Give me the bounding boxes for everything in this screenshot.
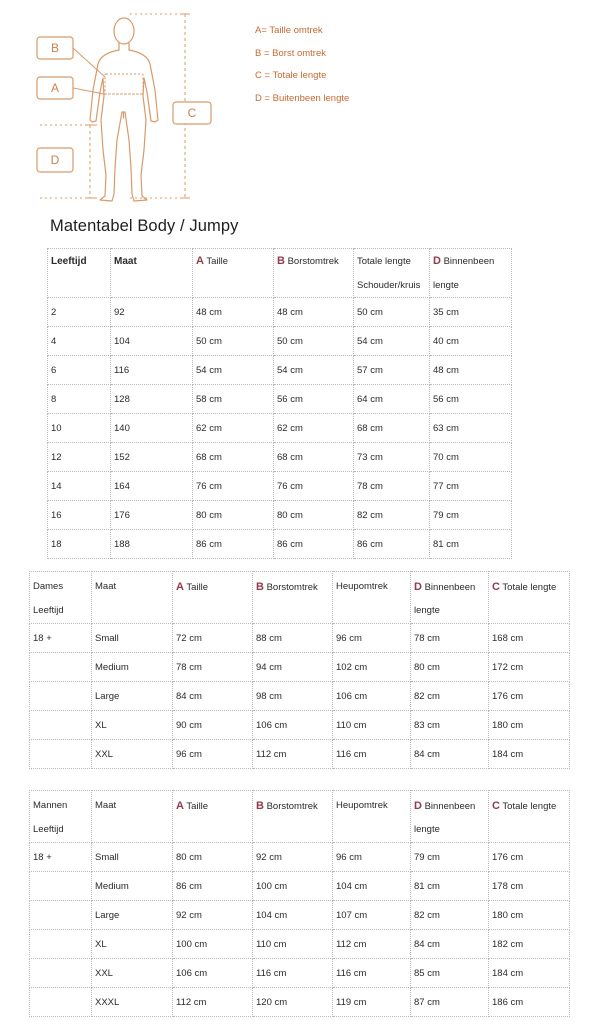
marker-d: D: [50, 153, 60, 167]
marker-b: B: [50, 41, 59, 55]
table-cell: 6: [48, 356, 111, 385]
measure-letter: B: [277, 255, 285, 267]
table-row: [30, 901, 570, 930]
table-cell: 92 cm: [253, 843, 333, 872]
header-text: Binnenbeen: [424, 801, 476, 812]
header-totale-lengte: [489, 791, 570, 843]
header-text: Maat: [95, 581, 117, 592]
legend-item-d: D = Buitenbeen lengte: [255, 92, 350, 104]
measure-letter: D: [433, 255, 441, 267]
table-cell: 112 cm: [173, 988, 253, 1017]
table-cell: 116: [111, 356, 193, 385]
header-taille: [173, 572, 253, 624]
table-cell: 40 cm: [430, 327, 512, 356]
table-cell: Small: [92, 843, 173, 872]
table-cell: 110 cm: [253, 930, 333, 959]
header-text: [414, 575, 488, 599]
table-cell: 12: [48, 443, 111, 472]
table-header-row: [48, 249, 512, 298]
table-cell: 152: [111, 443, 193, 472]
table-cell: 86 cm: [193, 530, 274, 559]
table-cell: 188: [111, 530, 193, 559]
header-text: Totale lengte: [502, 801, 557, 812]
table-row: [30, 872, 570, 901]
table-cell: 106 cm: [173, 959, 253, 988]
measure-letter: A: [176, 581, 184, 593]
table-cell: 35 cm: [430, 298, 512, 327]
header-borstomtrek: [253, 572, 333, 624]
table-cell: 104: [111, 327, 193, 356]
table-cell: XXXL: [92, 988, 173, 1017]
table-cell: 18: [48, 530, 111, 559]
table-cell: 48 cm: [274, 298, 354, 327]
table-cell: 80 cm: [193, 501, 274, 530]
table-cell: 82 cm: [411, 682, 489, 711]
table-cell: 102 cm: [333, 653, 411, 682]
header-heupomtrek: [333, 572, 411, 624]
header-heupomtrek: [333, 791, 411, 843]
table-row: [48, 298, 512, 327]
table-cell: 180 cm: [489, 901, 570, 930]
table-cell: 104 cm: [333, 872, 411, 901]
page-title: Matentabel Body / Jumpy: [50, 217, 239, 235]
header-text: Schouder/kruis: [357, 280, 421, 291]
header-text: lengte: [414, 824, 440, 835]
measurement-figure: [0, 0, 593, 215]
table-cell: 78 cm: [173, 653, 253, 682]
table-cell: 78 cm: [354, 472, 430, 501]
table-header-row: [30, 791, 570, 843]
table-cell: 176: [111, 501, 193, 530]
table-cell: 64 cm: [354, 385, 430, 414]
header-text: Binnenbeen: [443, 256, 495, 267]
header-text: [433, 249, 511, 273]
table-cell: 54 cm: [274, 356, 354, 385]
table-row: [48, 327, 512, 356]
table-cell: 120 cm: [253, 988, 333, 1017]
table-row: [48, 501, 512, 530]
measure-letter: C: [492, 800, 500, 812]
header-binnenbeen: [411, 791, 489, 843]
header-text: Dames: [33, 581, 64, 592]
table-cell: 180 cm: [489, 711, 570, 740]
header-text: Borstomtrek: [287, 256, 339, 267]
table-row: [30, 959, 570, 988]
table-cell: 184 cm: [489, 959, 570, 988]
table-cell: 10: [48, 414, 111, 443]
table-cell: 182 cm: [489, 930, 570, 959]
header-text: Borstomtrek: [266, 801, 318, 812]
table-header-row: [30, 572, 570, 624]
table-cell: 106 cm: [253, 711, 333, 740]
table-cell: 85 cm: [411, 959, 489, 988]
table-cell: 50 cm: [354, 298, 430, 327]
table-cell: 77 cm: [430, 472, 512, 501]
table-cell: 2: [48, 298, 111, 327]
header-leeftijd: [48, 249, 111, 298]
table-row: [30, 930, 570, 959]
table-cell: 56 cm: [274, 385, 354, 414]
table-cell: 83 cm: [411, 711, 489, 740]
table-cell: 168 cm: [489, 624, 570, 653]
table-cell: 81 cm: [430, 530, 512, 559]
legend-item-c: C = Totale lengte: [255, 70, 327, 81]
table-cell: 54 cm: [193, 356, 274, 385]
measure-letter: B: [256, 581, 264, 593]
table-cell: Large: [92, 682, 173, 711]
table-cell: 86 cm: [274, 530, 354, 559]
header-text: Binnenbeen: [424, 582, 476, 593]
marker-a: A: [50, 81, 59, 95]
header-text: Taille: [206, 256, 229, 267]
table-cell: 62 cm: [193, 414, 274, 443]
table-cell: 116 cm: [333, 740, 411, 769]
table-cell: 56 cm: [430, 385, 512, 414]
table-cell: Medium: [92, 653, 173, 682]
table-cell: 100 cm: [253, 872, 333, 901]
header-text: Heupomtrek: [336, 800, 388, 811]
table-cell: XXL: [92, 959, 173, 988]
table-cell: 68 cm: [193, 443, 274, 472]
header-group: [30, 572, 92, 624]
table-cell: 70 cm: [430, 443, 512, 472]
table-row: [30, 682, 570, 711]
table-cell: [30, 682, 92, 711]
table-cell: 72 cm: [173, 624, 253, 653]
table-row: [48, 443, 512, 472]
table-row: [30, 843, 570, 872]
table-row: [48, 414, 512, 443]
header-text: Mannen: [33, 800, 68, 811]
header-binnenbeen: [430, 249, 512, 298]
measure-letter: B: [256, 800, 264, 812]
table-cell: 80 cm: [173, 843, 253, 872]
header-maat: [92, 791, 173, 843]
header-maat: [92, 572, 173, 624]
table-cell: 96 cm: [333, 843, 411, 872]
table-cell: 80 cm: [411, 653, 489, 682]
table-cell: 79 cm: [430, 501, 512, 530]
header-text: lengte: [433, 280, 459, 291]
table-row: [30, 988, 570, 1017]
table-cell: 88 cm: [253, 624, 333, 653]
header-text: Leeftijd: [33, 605, 64, 616]
header-borstomtrek: [274, 249, 354, 298]
header-text: Totale lengte: [502, 582, 557, 593]
table-cell: [30, 930, 92, 959]
table-cell: Small: [92, 624, 173, 653]
table-cell: 96 cm: [333, 624, 411, 653]
table-cell: 112 cm: [253, 740, 333, 769]
table-cell: 4: [48, 327, 111, 356]
table-cell: 94 cm: [253, 653, 333, 682]
table-cell: 58 cm: [193, 385, 274, 414]
header-taille: [193, 249, 274, 298]
header-text: Taille: [186, 582, 209, 593]
table-cell: 86 cm: [173, 872, 253, 901]
table-row: [48, 385, 512, 414]
measurement-legend: [255, 20, 349, 110]
header-group: [30, 791, 92, 843]
table-cell: 164: [111, 472, 193, 501]
measure-letter: A: [176, 800, 184, 812]
table-cell: 186 cm: [489, 988, 570, 1017]
table-cell: 76 cm: [193, 472, 274, 501]
table-cell: 62 cm: [274, 414, 354, 443]
table-cell: 18 +: [30, 843, 92, 872]
table-cell: 81 cm: [411, 872, 489, 901]
table-cell: 18 +: [30, 624, 92, 653]
table-cell: 68 cm: [354, 414, 430, 443]
table-cell: 110 cm: [333, 711, 411, 740]
table-cell: XL: [92, 930, 173, 959]
legend-item-b: B = Borst omtrek: [255, 47, 327, 59]
legend-item-a: A= Taille omtrek: [255, 25, 323, 36]
table-cell: Large: [92, 901, 173, 930]
table-cell: Medium: [92, 872, 173, 901]
table-cell: XXL: [92, 740, 173, 769]
table-cell: 50 cm: [193, 327, 274, 356]
header-maat: [111, 249, 193, 298]
table-cell: 106 cm: [333, 682, 411, 711]
table-cell: [30, 872, 92, 901]
table-row: [30, 653, 570, 682]
table-cell: 68 cm: [274, 443, 354, 472]
table-row: [48, 472, 512, 501]
measure-letter: D: [414, 800, 422, 812]
table-cell: 80 cm: [274, 501, 354, 530]
table-cell: 100 cm: [173, 930, 253, 959]
table-cell: XL: [92, 711, 173, 740]
header-totale-lengte: [489, 572, 570, 624]
table-cell: 104 cm: [253, 901, 333, 930]
table-row: [48, 530, 512, 559]
table-cell: 79 cm: [411, 843, 489, 872]
table-cell: 119 cm: [333, 988, 411, 1017]
table-cell: 48 cm: [193, 298, 274, 327]
table-cell: 82 cm: [354, 501, 430, 530]
table-cell: [30, 901, 92, 930]
table-cell: 84 cm: [173, 682, 253, 711]
table-cell: 112 cm: [333, 930, 411, 959]
table-cell: 78 cm: [411, 624, 489, 653]
header-totale-lengte: [354, 249, 430, 298]
table-cell: 92: [111, 298, 193, 327]
table-cell: 90 cm: [173, 711, 253, 740]
table-cell: 54 cm: [354, 327, 430, 356]
header-text: lengte: [414, 605, 440, 616]
kids-size-table: [47, 248, 512, 559]
marker-c: C: [187, 106, 197, 120]
table-cell: 8: [48, 385, 111, 414]
table-cell: 63 cm: [430, 414, 512, 443]
table-row: [30, 740, 570, 769]
header-text: Leeftijd: [51, 256, 87, 267]
measure-letter: A: [196, 255, 204, 267]
header-text: Borstomtrek: [266, 582, 318, 593]
table-cell: 176 cm: [489, 843, 570, 872]
table-cell: [30, 711, 92, 740]
table-row: [30, 711, 570, 740]
header-text: Heupomtrek: [336, 581, 388, 592]
header-text: Totale lengte: [357, 256, 411, 267]
header-text: [414, 794, 488, 818]
header-text: Maat: [95, 800, 117, 811]
table-cell: 14: [48, 472, 111, 501]
header-text: Leeftijd: [33, 824, 64, 835]
header-text: Maat: [114, 256, 137, 267]
table-cell: 140: [111, 414, 193, 443]
table-cell: [30, 959, 92, 988]
header-text: Taille: [186, 801, 209, 812]
table-cell: [30, 740, 92, 769]
table-cell: 107 cm: [333, 901, 411, 930]
table-cell: [30, 988, 92, 1017]
table-cell: 50 cm: [274, 327, 354, 356]
table-cell: 176 cm: [489, 682, 570, 711]
table-cell: 86 cm: [354, 530, 430, 559]
header-borstomtrek: [253, 791, 333, 843]
table-cell: 57 cm: [354, 356, 430, 385]
table-row: [30, 624, 570, 653]
table-cell: 84 cm: [411, 930, 489, 959]
table-cell: 184 cm: [489, 740, 570, 769]
table-cell: 116 cm: [333, 959, 411, 988]
table-cell: 76 cm: [274, 472, 354, 501]
measure-letter: C: [492, 581, 500, 593]
table-cell: 82 cm: [411, 901, 489, 930]
table-row: [48, 356, 512, 385]
table-cell: 172 cm: [489, 653, 570, 682]
measure-letter: D: [414, 581, 422, 593]
header-taille: [173, 791, 253, 843]
table-cell: 73 cm: [354, 443, 430, 472]
table-cell: [30, 653, 92, 682]
table-cell: 178 cm: [489, 872, 570, 901]
table-cell: 128: [111, 385, 193, 414]
table-cell: 116 cm: [253, 959, 333, 988]
header-binnenbeen: [411, 572, 489, 624]
dames-size-table: [29, 571, 570, 769]
table-cell: 92 cm: [173, 901, 253, 930]
table-cell: 87 cm: [411, 988, 489, 1017]
table-cell: 96 cm: [173, 740, 253, 769]
table-cell: 84 cm: [411, 740, 489, 769]
table-cell: 48 cm: [430, 356, 512, 385]
table-cell: 98 cm: [253, 682, 333, 711]
table-cell: 16: [48, 501, 111, 530]
mannen-size-table: [29, 790, 570, 1017]
